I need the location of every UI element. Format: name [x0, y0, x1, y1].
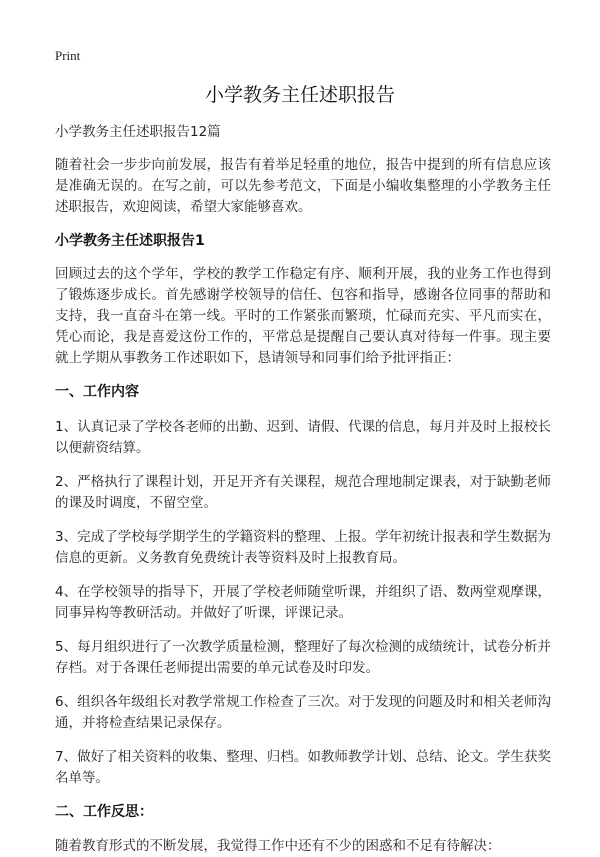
section-paragraph: 回顾过去的这个学年，学校的教学工作稳定有序、顺利开展，我的业务工作也得到了锻炼逐步成长。首先感谢学校领导的信任、包容和指导，感谢各位同事的帮助和支持，我一直奋斗在第一线。平时的工作紧张而繁琐，忙碌而充实、平凡而实在，凭心而论，我是喜爱这份工作的，平常总是提醒自己要认真对待每一件事。现主要就上学期从事教务工作述职如下，恳请领导和同事们给予批评指正： [55, 266, 551, 366]
document-body [55, 122, 551, 857]
list-item: 2、严格执行了课程计划，开足开齐有关课程，规范合理地制定课表，对于缺勤老师的课及时调度，不留空堂。 [55, 474, 551, 511]
list-item: 5、每月组织进行了一次教学质量检测，整理好了每次检测的成绩统计，试卷分析并存档。对于各课任老师提出需要的单元试卷及时印发。 [55, 639, 551, 676]
list-item: 7、做好了相关资料的收集、整理、归档。如教师教学计划、总结、论文。学生获奖名单等。 [55, 749, 551, 786]
intro-paragraph: 随着社会一步步向前发展，报告有着举足轻重的地位，报告中提到的所有信息应该是准确无误的。在写之前，可以先参考范文，下面是小编收集整理的小学教务主任述职报告，欢迎阅读，希望大家能够喜欢。 [55, 157, 551, 215]
reflection-heading: 二、工作反思： [55, 804, 153, 820]
list-item: 3、完成了学校每学期学生的学籍资料的整理、上报。学年初统计报表和学生数据为信息的更新。义务教育免费统计表等资料及时上报教育局。 [55, 529, 551, 566]
list-item: 6、组织各年级组长对教学常规工作检查了三次。对于发现的问题及时和相关老师沟通，并将检查结果记录保存。 [55, 694, 551, 731]
document-subtitle: 小学教务主任述职报告12篇 [55, 124, 221, 140]
work-heading: 一、工作内容 [55, 384, 139, 400]
print-link[interactable]: Print [55, 48, 81, 63]
section-heading: 小学教务主任述职报告1 [55, 233, 205, 249]
reflection-paragraph: 随着教育形式的不断发展，我觉得工作中还有不少的困惑和不足有待解决： [55, 838, 501, 854]
page-title: 小学教务主任述职报告 [204, 84, 395, 106]
list-item: 1、认真记录了学校各老师的出勤、迟到、请假、代课的信息，每月并及时上报校长以便薪资结算。 [55, 419, 551, 456]
list-item: 4、在学校领导的指导下，开展了学校老师随堂听课，并组织了语、数两堂观摩课，同事异构等教研活动。并做好了听课，评课记录。 [55, 584, 551, 621]
